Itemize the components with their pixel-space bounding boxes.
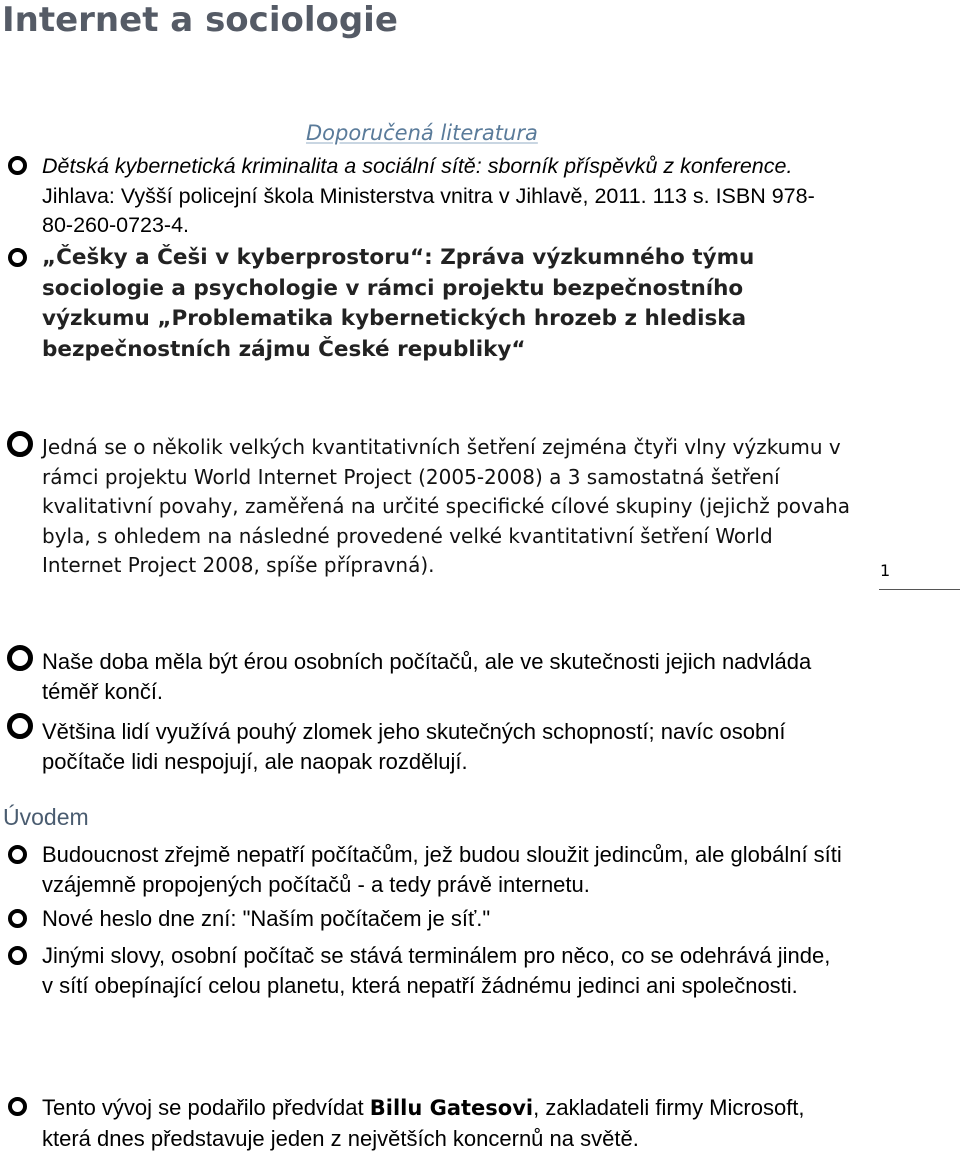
literature-item: „Češky a Češi v kyberprostoru“: Zpráva výzkumného týmu sociologie a psychologie v rámci projektu bezpečnostního výzkumu „Problematika kybernetických hrozeb z hlediska bezpečnostních zájmu České republiky“ [42, 245, 755, 362]
closing-item [42, 1093, 852, 1153]
literature-item [42, 152, 822, 241]
closing-text-end: , zakladateli firmy Microsoft, která dnes představuje jeden z největších koncernů na světě. [42, 1095, 805, 1151]
section-title: Úvodem [3, 804, 89, 830]
page-number-rule [879, 589, 960, 590]
bullet-icon [7, 431, 33, 457]
reference-details: Jihlava: Vyšší policejní škola Ministerstva vnitra v Jihlavě, 2011. 113 s. ISBN 978-80-260-0723-4. [42, 183, 815, 237]
bullet-icon [8, 1097, 27, 1116]
literature-heading: Doporučená literatura [306, 121, 538, 145]
highlighted-name: Billu Gatesovi [369, 1096, 534, 1120]
statement-item: Většina lidí využívá pouhý zlomek jeho skutečných schopností; navíc osobní počítače lidi nespojují, ale naopak rozdělují. [42, 719, 786, 774]
intro-item: Jinými slovy, osobní počítač se stává terminálem pro něco, co se odehrává jinde, v sítí obepínající celou planetu, která nepatří žádnému jedinci ani společnosti. [42, 943, 831, 998]
reference-title: Dětská kybernetická kriminalita a sociální sítě: sborník příspěvků z konference. [42, 154, 793, 178]
statement-item: Naše doba měla být érou osobních počítačů, ale ve skutečnosti jejich nadvláda téměř končí. [42, 649, 812, 704]
bullet-icon [8, 156, 27, 175]
survey-note: Jedná se o několik velkých kvantitativních šetření zejména čtyři vlny výzkumu v rámci projektu World Internet Project (2005-2008) a 3 samostatná šetření kvalitativní povahy, zaměřená na určité specifické cílové skupiny (jejichž povaha byla, s ohledem na následné provedené velké kvantitativní šetření World Internet Project 2008, spíše přípravná). [42, 435, 851, 577]
bullet-icon [8, 248, 27, 267]
bullet-icon [8, 946, 27, 965]
intro-item: Nové heslo dne zní: "Naším počítačem je síť." [42, 906, 491, 931]
page-number: 1 [880, 561, 891, 580]
bullet-icon [7, 645, 33, 671]
bullet-icon [8, 845, 27, 864]
bullet-icon [7, 713, 33, 739]
closing-text-start: Tento vývoj se podařilo předvídat [42, 1095, 370, 1120]
page-title: Internet a sociologie [2, 0, 398, 40]
bullet-icon [8, 909, 27, 928]
intro-item: Budoucnost zřejmě nepatří počítačům, jež budou sloužit jedincům, ale globální síti vzájemně propojených počítačů - a tedy právě internetu. [42, 842, 842, 897]
